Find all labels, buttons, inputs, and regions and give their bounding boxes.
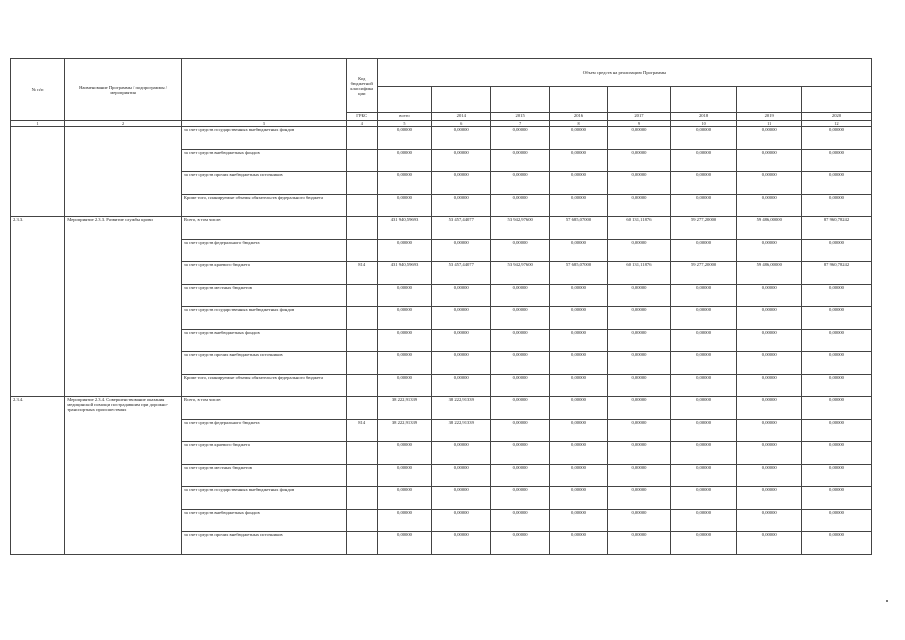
year-value: 0,00000	[670, 329, 737, 352]
year-value: 0,00000	[737, 194, 802, 217]
total-value: 0,00000	[377, 352, 431, 375]
year-value: 60 131,11876	[608, 262, 671, 285]
year-value: 0,00000	[432, 352, 491, 375]
year-value: 0,00000	[608, 149, 671, 172]
total-value: 0,00000	[377, 487, 431, 510]
year-value: 0,00000	[491, 172, 549, 195]
column-number: 7	[491, 121, 549, 127]
year-value: 0,00000	[802, 374, 872, 397]
year-value: 0,00000	[802, 464, 872, 487]
year-value: 0,00000	[802, 397, 872, 420]
total-value: 0,00000	[377, 239, 431, 262]
year-value: 0,00000	[670, 509, 737, 532]
funding-source: за счет средств внебюджетных фондов	[181, 329, 346, 352]
grbs-code	[346, 127, 377, 150]
funding-source: за счет средств федерального бюджета	[181, 419, 346, 442]
year-value: 0,00000	[608, 127, 671, 150]
year-value: 0,00000	[432, 149, 491, 172]
year-value: 0,00000	[491, 194, 549, 217]
year-value: 38 222,91339	[432, 419, 491, 442]
header-subcell	[802, 87, 872, 113]
year-value: 0,00000	[549, 419, 607, 442]
grbs-code	[346, 397, 377, 420]
grbs-code	[346, 172, 377, 195]
year-value: 0,00000	[608, 487, 671, 510]
year-value: 53 942,97600	[491, 262, 549, 285]
grbs-code	[346, 194, 377, 217]
funding-source: за счет средств государственных внебюджетных фондов	[181, 307, 346, 330]
header-subcell	[608, 87, 671, 113]
year-value: 0,00000	[802, 532, 872, 555]
year-value: 0,00000	[608, 509, 671, 532]
year-value: 0,00000	[737, 149, 802, 172]
funding-source: Кроме того, планируемые объемы обязательств федерального бюджета	[181, 194, 346, 217]
grbs-code	[346, 307, 377, 330]
funding-source: за счет средств краевого бюджета	[181, 442, 346, 465]
column-number: 4	[346, 121, 377, 127]
funding-source: за счет средств прочих внебюджетных источников	[181, 352, 346, 375]
total-value: 0,00000	[377, 442, 431, 465]
year-value: 59 277,20000	[670, 217, 737, 240]
grbs-code	[346, 532, 377, 555]
year-value: 0,00000	[432, 329, 491, 352]
year-value: 0,00000	[608, 284, 671, 307]
header-year: 2018	[670, 113, 737, 121]
year-value: 0,00000	[608, 442, 671, 465]
total-value: 0,00000	[377, 509, 431, 532]
header-year: 2017	[608, 113, 671, 121]
year-value: 0,00000	[737, 329, 802, 352]
column-number: 9	[608, 121, 671, 127]
header-kbk: Код бюджетной классифика ции	[346, 59, 377, 113]
year-value: 0,00000	[491, 509, 549, 532]
grbs-code	[346, 464, 377, 487]
grbs-code	[346, 329, 377, 352]
measure-name: Мероприятие 2.3.3. Развитие службы крови	[65, 217, 182, 397]
header-no: № п/п	[11, 59, 65, 121]
year-value: 0,00000	[491, 307, 549, 330]
year-value: 0,00000	[491, 397, 549, 420]
funding-source: за счет средств федерального бюджета	[181, 239, 346, 262]
year-value: 0,00000	[549, 149, 607, 172]
year-value: 0,00000	[670, 172, 737, 195]
year-value: 0,00000	[432, 509, 491, 532]
row-number: 2.3.4.	[11, 397, 65, 555]
year-value: 0,00000	[608, 307, 671, 330]
column-number: 8	[549, 121, 607, 127]
header-subcell	[432, 87, 491, 113]
grbs-code	[346, 352, 377, 375]
year-value: 0,00000	[491, 442, 549, 465]
grbs-code	[346, 284, 377, 307]
year-value: 0,00000	[802, 352, 872, 375]
year-value: 0,00000	[670, 487, 737, 510]
year-value: 0,00000	[608, 172, 671, 195]
year-value: 0,00000	[549, 172, 607, 195]
year-value: 0,00000	[608, 352, 671, 375]
funding-source: Всего, в том числе:	[181, 397, 346, 420]
row-number: 2.3.3.	[11, 217, 65, 397]
year-value: 0,00000	[670, 284, 737, 307]
year-value: 0,00000	[549, 509, 607, 532]
total-value: 0,00000	[377, 127, 431, 150]
header-year: 2019	[737, 113, 802, 121]
year-value: 0,00000	[670, 352, 737, 375]
year-value: 0,00000	[802, 329, 872, 352]
header-total: всего	[377, 113, 431, 121]
grbs-code: 814	[346, 262, 377, 285]
year-value: 0,00000	[802, 509, 872, 532]
year-value: 0,00000	[670, 397, 737, 420]
year-value: 0,00000	[432, 532, 491, 555]
funding-source: за счет средств государственных внебюджетных фондов	[181, 127, 346, 150]
total-value: 0,00000	[377, 307, 431, 330]
year-value: 0,00000	[432, 194, 491, 217]
scan-speck	[886, 600, 888, 602]
funding-source: за счет средств прочих внебюджетных источников	[181, 532, 346, 555]
year-value: 57 685,07000	[549, 262, 607, 285]
year-value: 0,00000	[549, 352, 607, 375]
year-value: 0,00000	[549, 374, 607, 397]
header-year: 2014	[432, 113, 491, 121]
year-value: 0,00000	[737, 509, 802, 532]
year-value: 0,00000	[432, 464, 491, 487]
year-value: 53 457,44077	[432, 217, 491, 240]
grbs-code	[346, 487, 377, 510]
column-number: 3	[181, 121, 346, 127]
funding-source: за счет средств внебюджетных фондов	[181, 509, 346, 532]
year-value: 0,00000	[491, 149, 549, 172]
year-value: 0,00000	[737, 352, 802, 375]
year-value: 0,00000	[549, 284, 607, 307]
column-number: 6	[432, 121, 491, 127]
year-value: 0,00000	[737, 374, 802, 397]
total-value: 0,00000	[377, 194, 431, 217]
funding-source: Кроме того, планируемые объемы обязательств федерального бюджета	[181, 374, 346, 397]
year-value: 0,00000	[608, 194, 671, 217]
year-value: 87 960,78242	[802, 217, 872, 240]
header-subcell	[491, 87, 549, 113]
total-value: 0,00000	[377, 329, 431, 352]
year-value: 0,00000	[802, 149, 872, 172]
year-value: 0,00000	[737, 307, 802, 330]
header-subcell	[377, 87, 431, 113]
total-value: 0,00000	[377, 532, 431, 555]
grbs-code: 814	[346, 419, 377, 442]
year-value: 0,00000	[608, 397, 671, 420]
year-value: 0,00000	[608, 374, 671, 397]
year-value: 0,00000	[802, 442, 872, 465]
year-value: 0,00000	[737, 127, 802, 150]
grbs-code	[346, 374, 377, 397]
year-value: 0,00000	[549, 194, 607, 217]
year-value: 0,00000	[670, 464, 737, 487]
table-row	[11, 127, 872, 150]
year-value: 0,00000	[802, 419, 872, 442]
grbs-code	[346, 509, 377, 532]
grbs-code	[346, 217, 377, 240]
funding-source: за счет средств прочих внебюджетных источников	[181, 172, 346, 195]
year-value: 53 457,44077	[432, 262, 491, 285]
header-blank	[181, 59, 346, 121]
year-value: 59 277,20000	[670, 262, 737, 285]
budget-table	[10, 58, 872, 555]
year-value: 0,00000	[491, 374, 549, 397]
row-number	[11, 127, 65, 217]
total-value: 0,00000	[377, 374, 431, 397]
year-value: 0,00000	[491, 464, 549, 487]
year-value: 0,00000	[491, 329, 549, 352]
year-value: 0,00000	[549, 487, 607, 510]
year-value: 0,00000	[670, 127, 737, 150]
total-value: 431 940,59693	[377, 217, 431, 240]
year-value: 0,00000	[608, 239, 671, 262]
header-name: Наименование Программы / подпрограммы / мероприятия	[65, 59, 182, 121]
year-value: 0,00000	[432, 239, 491, 262]
year-value: 0,00000	[491, 284, 549, 307]
header-subcell	[737, 87, 802, 113]
year-value: 57 685,07000	[549, 217, 607, 240]
column-number: 5	[377, 121, 431, 127]
year-value: 0,00000	[491, 127, 549, 150]
year-value: 0,00000	[670, 239, 737, 262]
grbs-code	[346, 442, 377, 465]
table-body	[11, 59, 872, 555]
year-value: 0,00000	[432, 374, 491, 397]
year-value: 0,00000	[491, 532, 549, 555]
year-value: 59 486,00000	[737, 217, 802, 240]
total-value: 38 222,91339	[377, 397, 431, 420]
year-value: 59 486,00000	[737, 262, 802, 285]
year-value: 0,00000	[608, 464, 671, 487]
year-value: 0,00000	[737, 532, 802, 555]
year-value: 0,00000	[737, 239, 802, 262]
grbs-code	[346, 149, 377, 172]
year-value: 0,00000	[549, 442, 607, 465]
funding-source: за счет средств краевого бюджета	[181, 262, 346, 285]
year-value: 0,00000	[549, 329, 607, 352]
year-value: 0,00000	[802, 127, 872, 150]
year-value: 0,00000	[737, 397, 802, 420]
funding-source: Всего, в том числе:	[181, 217, 346, 240]
year-value: 60 131,11876	[608, 217, 671, 240]
measure-name	[65, 127, 182, 217]
year-value: 0,00000	[670, 194, 737, 217]
year-value: 0,00000	[491, 239, 549, 262]
header-year: 2015	[491, 113, 549, 121]
year-value: 0,00000	[737, 419, 802, 442]
year-value: 0,00000	[491, 352, 549, 375]
year-value: 0,00000	[608, 419, 671, 442]
year-value: 53 942,97600	[491, 217, 549, 240]
year-value: 0,00000	[549, 397, 607, 420]
grbs-code	[346, 239, 377, 262]
year-value: 0,00000	[802, 172, 872, 195]
column-number: 1	[11, 121, 65, 127]
year-value: 0,00000	[737, 487, 802, 510]
header-subcell	[549, 87, 607, 113]
header-year: 2020	[802, 113, 872, 121]
year-value: 0,00000	[491, 419, 549, 442]
year-value: 0,00000	[432, 127, 491, 150]
year-value: 0,00000	[432, 442, 491, 465]
total-value: 0,00000	[377, 284, 431, 307]
table-row	[11, 397, 872, 420]
year-value: 0,00000	[491, 487, 549, 510]
year-value: 0,00000	[549, 532, 607, 555]
funding-source: за счет средств местных бюджетов	[181, 464, 346, 487]
header-subcell	[670, 87, 737, 113]
year-value: 0,00000	[670, 149, 737, 172]
total-value: 431 940,59693	[377, 262, 431, 285]
year-value: 0,00000	[737, 172, 802, 195]
year-value: 0,00000	[670, 374, 737, 397]
year-value: 0,00000	[670, 419, 737, 442]
column-number: 2	[65, 121, 182, 127]
year-value: 0,00000	[608, 329, 671, 352]
year-value: 0,00000	[549, 464, 607, 487]
year-value: 0,00000	[802, 307, 872, 330]
total-value: 0,00000	[377, 464, 431, 487]
year-value: 0,00000	[670, 532, 737, 555]
measure-name: Мероприятие 2.3.4. Совершенствование оказания медицинской помощи пострадавшим при дорожно-транспортных происшествиях	[65, 397, 182, 555]
year-value: 0,00000	[549, 307, 607, 330]
year-value: 0,00000	[432, 172, 491, 195]
year-value: 87 960,78242	[802, 262, 872, 285]
year-value: 0,00000	[737, 284, 802, 307]
column-number: 11	[737, 121, 802, 127]
year-value: 0,00000	[549, 127, 607, 150]
year-value: 38 222,91339	[432, 397, 491, 420]
funding-source: за счет средств государственных внебюджетных фондов	[181, 487, 346, 510]
year-value: 0,00000	[432, 284, 491, 307]
year-value: 0,00000	[802, 194, 872, 217]
year-value: 0,00000	[737, 464, 802, 487]
funding-source: за счет средств местных бюджетов	[181, 284, 346, 307]
year-value: 0,00000	[802, 487, 872, 510]
header-year: 2016	[549, 113, 607, 121]
year-value: 0,00000	[670, 442, 737, 465]
column-number: 12	[802, 121, 872, 127]
year-value: 0,00000	[670, 307, 737, 330]
year-value: 0,00000	[549, 239, 607, 262]
total-value: 0,00000	[377, 172, 431, 195]
table-row	[11, 217, 872, 240]
header-row-1	[11, 59, 872, 87]
year-value: 0,00000	[608, 532, 671, 555]
total-value: 38 222,91339	[377, 419, 431, 442]
header-grbs: ГРБС	[346, 113, 377, 121]
year-value: 0,00000	[432, 307, 491, 330]
year-value: 0,00000	[737, 442, 802, 465]
header-volume: Объем средств на реализацию Программы	[377, 59, 871, 87]
funding-source: за счет средств внебюджетных фондов	[181, 149, 346, 172]
column-number: 10	[670, 121, 737, 127]
year-value: 0,00000	[432, 487, 491, 510]
total-value: 0,00000	[377, 149, 431, 172]
year-value: 0,00000	[802, 284, 872, 307]
year-value: 0,00000	[802, 239, 872, 262]
